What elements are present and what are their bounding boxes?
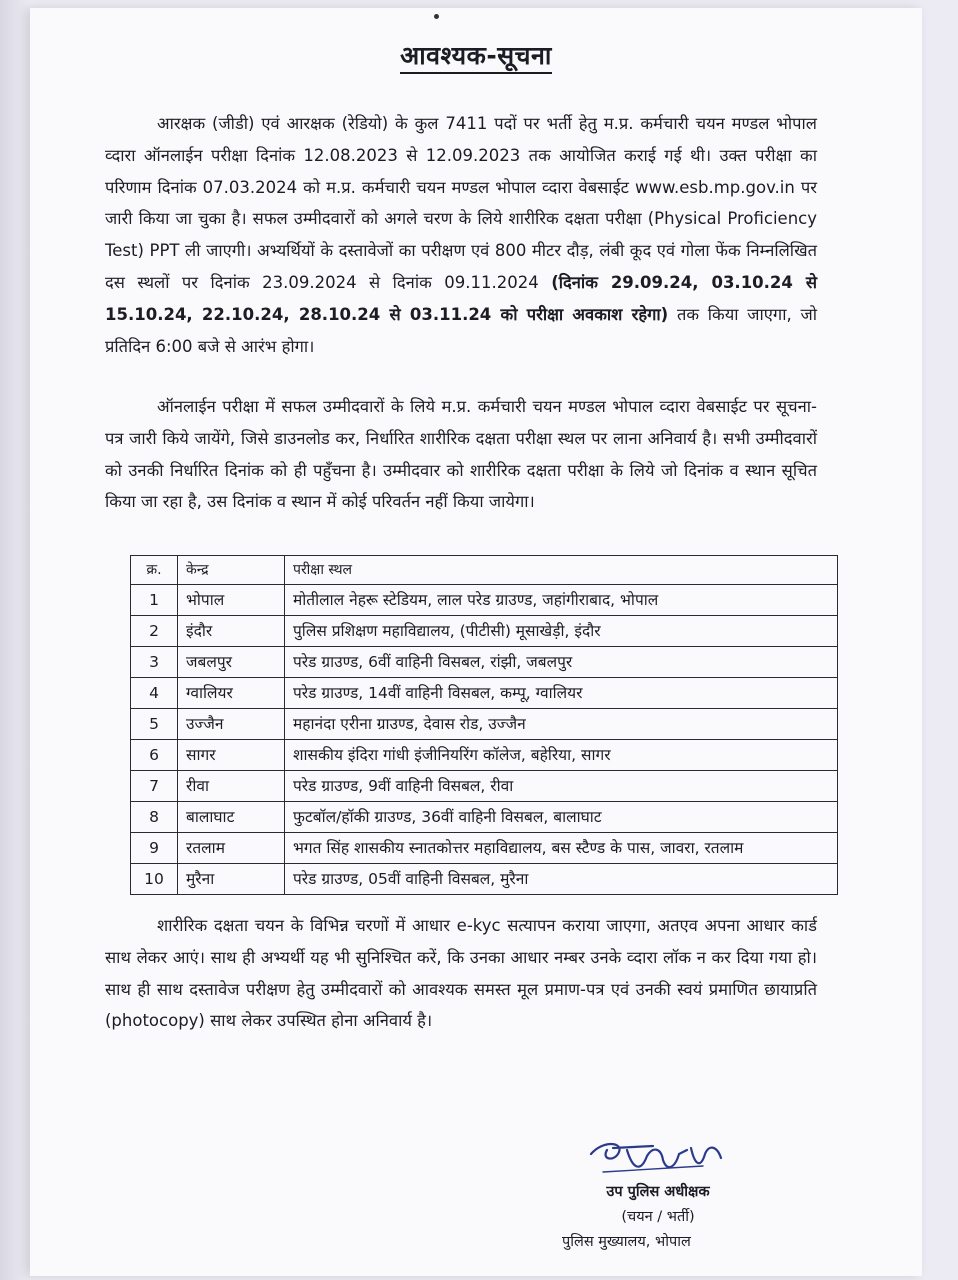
signature-department: (चयन / भर्ती) bbox=[621, 1209, 695, 1225]
table-row bbox=[131, 864, 838, 895]
center-cell: उज्जैन bbox=[178, 709, 285, 740]
header-serial: क्र. bbox=[131, 556, 178, 585]
center-cell: रीवा bbox=[178, 771, 285, 802]
serial-cell: 10 bbox=[131, 864, 178, 895]
serial-cell: 5 bbox=[131, 709, 178, 740]
handwritten-signature bbox=[583, 1136, 733, 1178]
venue-cell: महानंदा एरीना ग्राउण्ड, देवास रोड, उज्जैन bbox=[285, 709, 838, 740]
table-row bbox=[131, 740, 838, 771]
paragraph3-text: शारीरिक दक्षता चयन के विभिन्न चरणों में आधार e-kyc सत्यापन कराया जाएगा, अतएव अपना आधार कार्ड साथ लेकर आएं। साथ ही अभ्यर्थी यह भी सुनिश्चित करें, कि उनका आधार नम्बर उनके व्दारा लॉक न कर दिया गया हो। साथ ही साथ दस्तावेज परीक्षण हेतु उम्मीदवारों को आवश्यक समस्त मूल प्रमाण-पत्र एवं उनकी स्वयं प्रमाणित छायाप्रति (photocopy) साथ लेकर उपस्थित होना अनिवार्य है। bbox=[105, 916, 817, 1031]
paragraph1-end: तक किया जाएगा, जो प्रतिदिन 6:00 बजे से आरंभ होगा। bbox=[105, 304, 817, 356]
serial-cell: 8 bbox=[131, 802, 178, 833]
center-cell: सागर bbox=[178, 740, 285, 771]
venue-cell: परेड ग्राउण्ड, 05वीं वाहिनी विसबल, मुरैना bbox=[285, 864, 838, 895]
title-text: आवश्यक-सूचना bbox=[400, 41, 552, 74]
page-shadow-edge bbox=[0, 0, 30, 1280]
center-cell: रतलाम bbox=[178, 833, 285, 864]
venue-cell: परेड ग्राउण्ड, 14वीं वाहिनी विसबल, कम्पू, ग्वालियर bbox=[285, 678, 838, 709]
paper-speck bbox=[434, 14, 439, 19]
venue-cell: परेड ग्राउण्ड, 6वीं वाहिनी विसबल, रांझी, जबलपुर bbox=[285, 647, 838, 678]
serial-cell: 9 bbox=[131, 833, 178, 864]
paragraph2-text: ऑनलाईन परीक्षा में सफल उम्मीदवारों के लिये म.प्र. कर्मचारी चयन मण्डल भोपाल व्दारा वेबसाईट पर सूचना-पत्र जारी किये जायेंगे, जिसे डाउनलोड कर, निर्धारित शारीरिक दक्षता परीक्षा स्थल पर लाना अनिवार्य है। सभी उम्मीदवारों को उनकी निर्धारित दिनांक को ही पहुँचना है। उम्मीदवार को शारीरिक दक्षता परीक्षा के लिये जो दिनांक व स्थान सूचित किया जा रहा है, उस दिनांक व स्थान में कोई परिवर्तन नहीं किया जायेगा। bbox=[105, 397, 817, 512]
serial-cell: 2 bbox=[131, 616, 178, 647]
signature-office: पुलिस मुख्यालय, भोपाल bbox=[562, 1234, 691, 1250]
table-row bbox=[131, 647, 838, 678]
venue-cell: फुटबॉल/हॉकी ग्राउण्ड, 36वीं वाहिनी विसबल, बालाघाट bbox=[285, 802, 838, 833]
venue-cell: मोतीलाल नेहरू स्टेडियम, लाल परेड ग्राउण्ड, जहांगीराबाद, भोपाल bbox=[285, 585, 838, 616]
serial-cell: 3 bbox=[131, 647, 178, 678]
table-row bbox=[131, 678, 838, 709]
serial-cell: 6 bbox=[131, 740, 178, 771]
table-row bbox=[131, 771, 838, 802]
center-cell: इंदौर bbox=[178, 616, 285, 647]
table-row bbox=[131, 585, 838, 616]
center-cell: ग्वालियर bbox=[178, 678, 285, 709]
venue-cell: परेड ग्राउण्ड, 9वीं वाहिनी विसबल, रीवा bbox=[285, 771, 838, 802]
header-center: केन्द्र bbox=[178, 556, 285, 585]
venue-cell: पुलिस प्रशिक्षण महाविद्यालय, (पीटीसी) मूसाखेड़ी, इंदौर bbox=[285, 616, 838, 647]
signature-block bbox=[558, 1136, 758, 1255]
exam-centers-table bbox=[130, 555, 838, 895]
table-row bbox=[131, 616, 838, 647]
paragraph-aadhaar-documents bbox=[105, 910, 817, 1037]
center-cell: जबलपुर bbox=[178, 647, 285, 678]
paragraph1-text: आरक्षक (जीडी) एवं आरक्षक (रेडियो) के कुल 7411 पदों पर भर्ती हेतु म.प्र. कर्मचारी चयन मण्डल भोपाल व्दारा ऑनलाईन परीक्षा दिनांक 12.08.2023 से 12.09.2023 तक आयोजित कराई गई थी। उक्त परीक्षा का परिणाम दिनांक 07.03.2024 को म.प्र. कर्मचारी चयन मण्डल भोपाल व्दारा वेबसाईट www.esb.mp.gov.in पर जारी किया जा चुका है। सफल उम्मीदवारों को अगले चरण के लिये शारीरिक दक्षता परीक्षा (Physical Proficiency Test) PPT ली जाएगी। अभ्यर्थियों के दस्तावेजों का परीक्षण एवं 800 मीटर दौड़, लंबी कूद एवं गोला फेंक निम्नलिखित दस स्थलों पर दिनांक 23.09.2024 से दिनांक 09.11.2024 bbox=[105, 114, 817, 292]
serial-cell: 1 bbox=[131, 585, 178, 616]
notice-document bbox=[30, 8, 922, 1276]
signature-designation: उप पुलिस अधीक्षक bbox=[606, 1184, 710, 1200]
paragraph-recruitment-details bbox=[105, 108, 817, 362]
header-venue: परीक्षा स्थल bbox=[285, 556, 838, 585]
table-row bbox=[131, 802, 838, 833]
center-cell: मुरैना bbox=[178, 864, 285, 895]
center-cell: बालाघाट bbox=[178, 802, 285, 833]
exam-holiday-dates: (दिनांक 29.09.24, 03.10.24 से 15.10.24, 22.10.24, 28.10.24 से 03.11.24 को परीक्षा अवकाश रहेगा) bbox=[105, 272, 818, 324]
serial-cell: 4 bbox=[131, 678, 178, 709]
table-header-row bbox=[131, 556, 838, 585]
paragraph-admit-card-info bbox=[105, 391, 817, 518]
table-row bbox=[131, 709, 838, 740]
table-row bbox=[131, 833, 838, 864]
center-cell: भोपाल bbox=[178, 585, 285, 616]
venue-cell: शासकीय इंदिरा गांधी इंजीनियरिंग कॉलेज, बहेरिया, सागर bbox=[285, 740, 838, 771]
page-title bbox=[30, 38, 922, 72]
venue-cell: भगत सिंह शासकीय स्नातकोत्तर महाविद्यालय, बस स्टैण्ड के पास, जावरा, रतलाम bbox=[285, 833, 838, 864]
serial-cell: 7 bbox=[131, 771, 178, 802]
